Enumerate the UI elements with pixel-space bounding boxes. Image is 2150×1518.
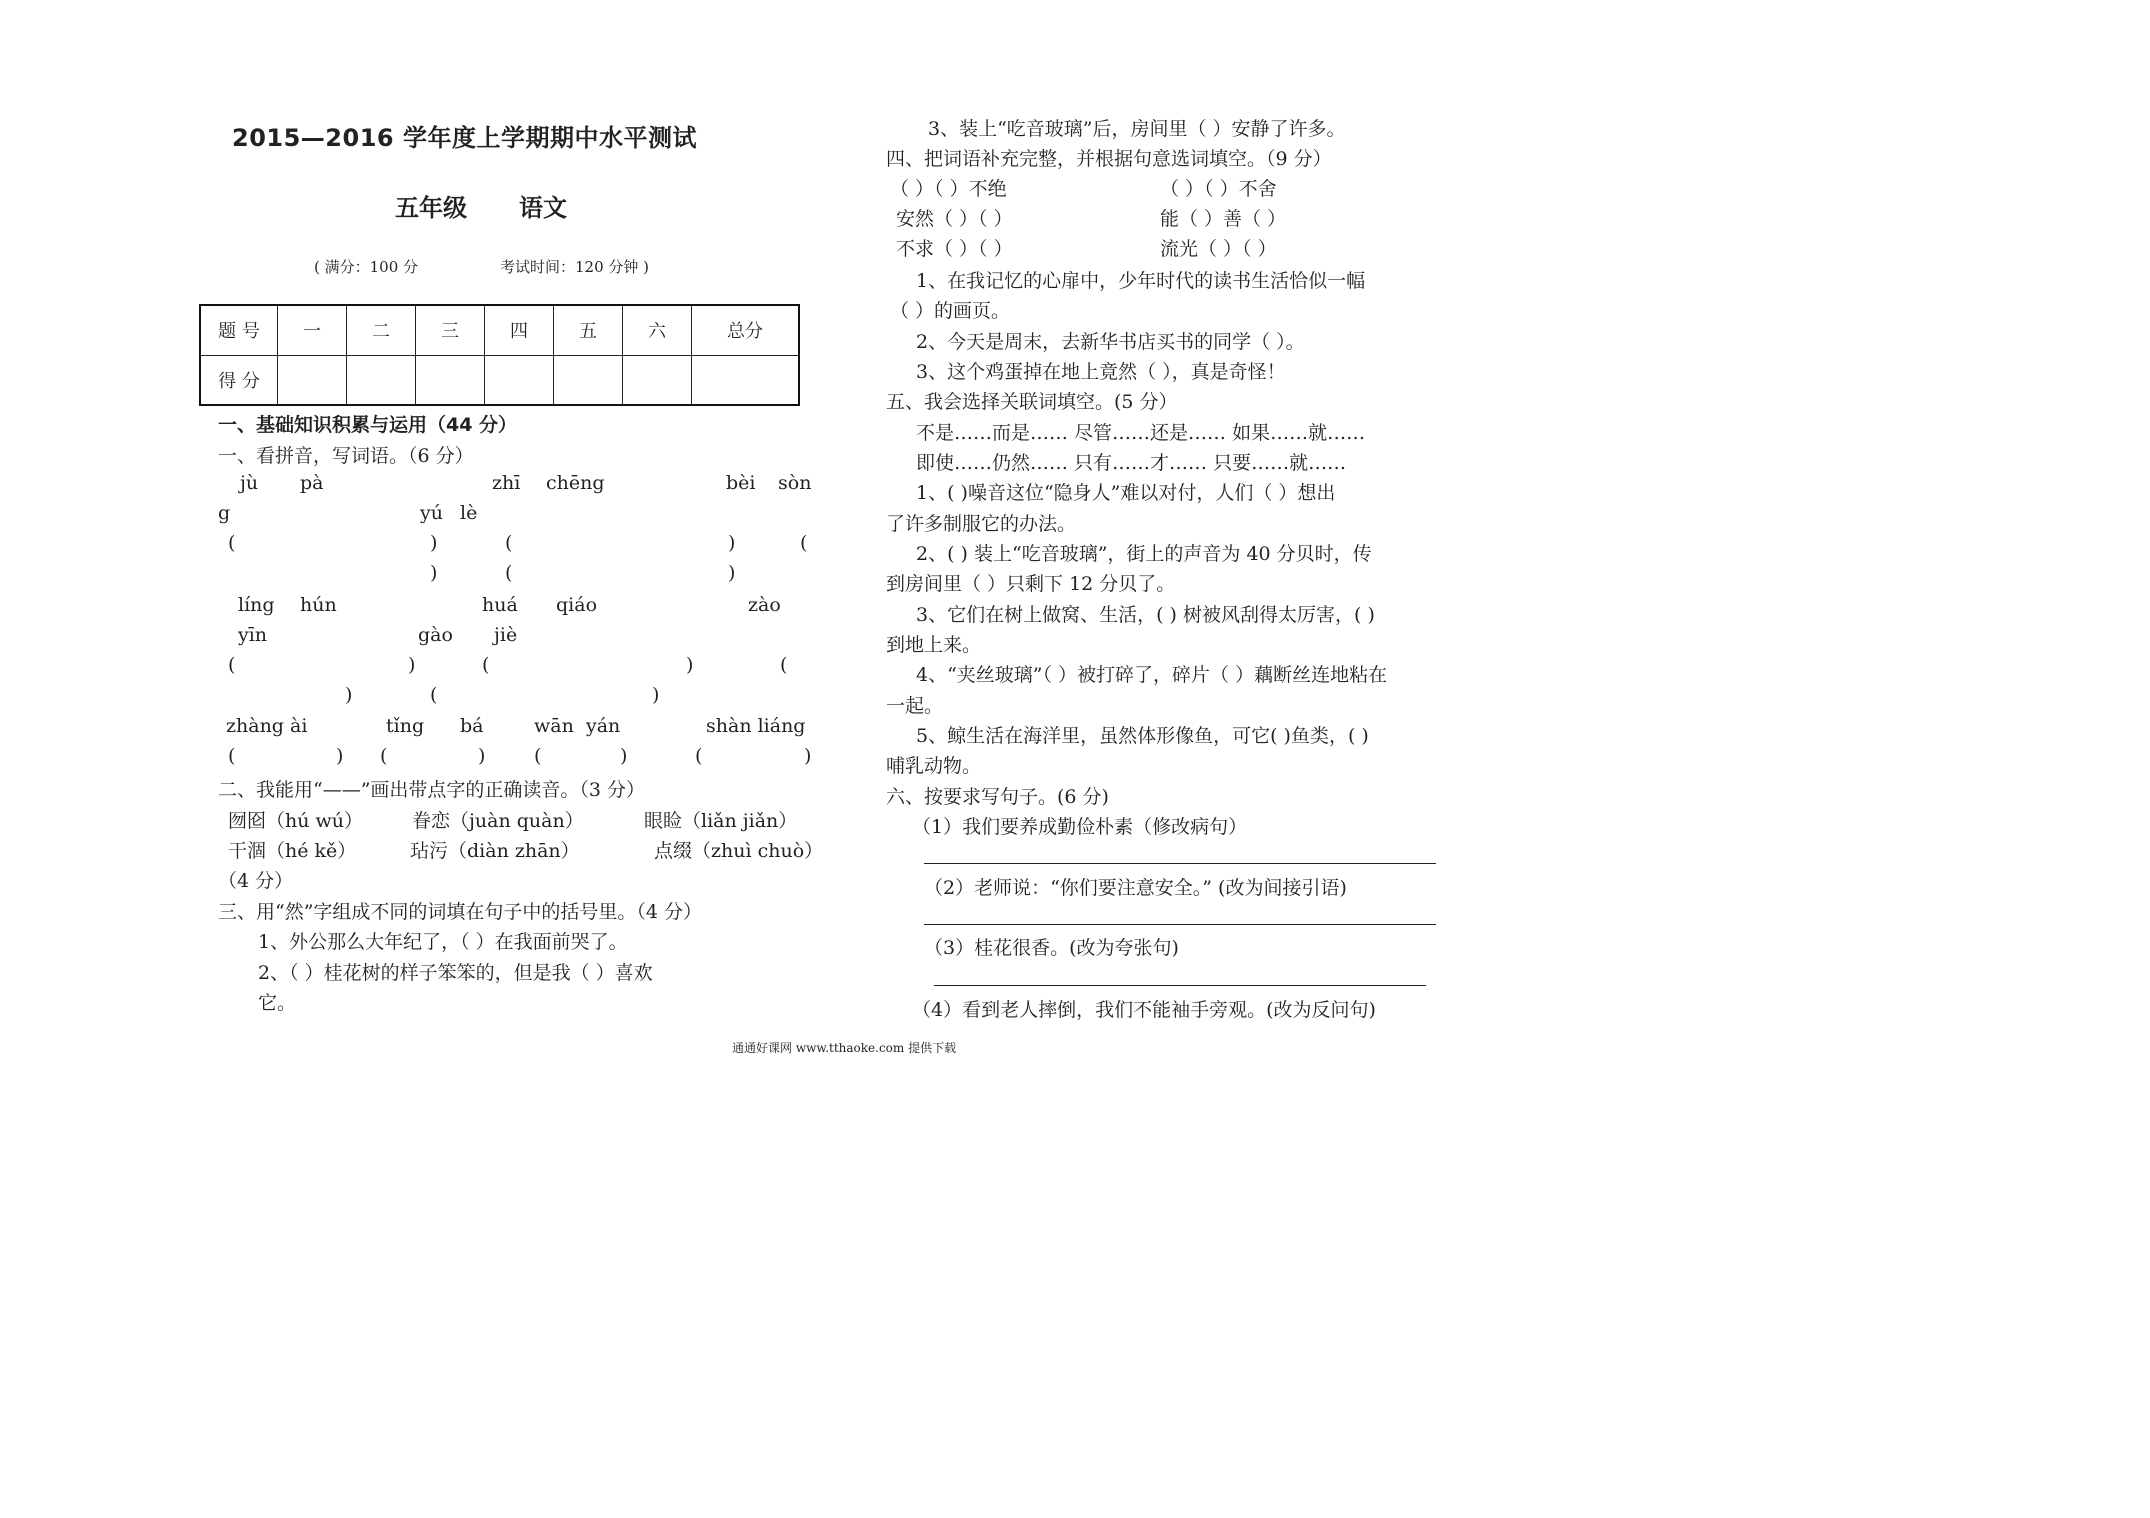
answer-bracket: ) — [430, 562, 438, 584]
answer-bracket: ( — [228, 654, 236, 676]
answer-bracket: ) — [430, 532, 438, 554]
rewrite-task: （3）桂花很香。(改为夸张句) — [924, 937, 1179, 959]
column-header: 二 — [347, 305, 416, 355]
answer-bracket: ( — [505, 562, 513, 584]
column-header: 三 — [416, 305, 485, 355]
pinyin: zào — [748, 594, 781, 616]
reading-choice[interactable]: 干涸（hé kě） — [228, 840, 357, 862]
pinyin: yú — [420, 502, 443, 524]
answer-bracket: ( — [505, 532, 513, 554]
pinyin: wān — [534, 715, 574, 737]
pinyin: bèi — [726, 472, 756, 494]
pinyin: g — [218, 502, 231, 524]
question-4-heading: 四、把词语补充完整，并根据句意选词填空。（9 分） — [886, 148, 1332, 170]
score-cell[interactable] — [554, 355, 623, 405]
subject-label: 语文 — [519, 194, 567, 222]
pinyin: gào — [418, 624, 453, 646]
word-blank: （ ）（ ）不绝 — [890, 178, 1007, 200]
answer-bracket: ( — [380, 745, 388, 767]
score-cell[interactable] — [347, 355, 416, 405]
pinyin: huá — [482, 594, 518, 616]
question-6-heading: 六、按要求写句子。(6 分) — [886, 786, 1109, 808]
answer-bracket: ) — [478, 745, 486, 767]
fill-sentence: 一起。 — [886, 695, 944, 717]
part1-heading: 一、基础知识积累与运用（44 分） — [218, 414, 518, 436]
fill-sentence: 了许多制服它的办法。 — [886, 513, 1077, 535]
score-cell[interactable] — [416, 355, 485, 405]
answer-line[interactable] — [924, 924, 1436, 925]
reading-choice[interactable]: 玷污（diàn zhān） — [410, 840, 580, 862]
score-cell[interactable] — [278, 355, 347, 405]
reading-choice[interactable]: 点缀（zhuì chuò） — [654, 840, 824, 862]
score-cell-total[interactable] — [692, 355, 800, 405]
answer-bracket: ) — [652, 684, 660, 706]
pinyin: jiè — [494, 624, 518, 646]
question-3-heading: 三、用“然”字组成不同的词填在句子中的括号里。（4 分） — [218, 901, 703, 923]
word-blank: （ ）（ ）不舍 — [1160, 178, 1277, 200]
column-header: 六 — [623, 305, 692, 355]
exam-time-info: 考试时间：120 分钟 ) — [500, 258, 650, 276]
pinyin: sòn — [778, 472, 812, 494]
column-header: 一 — [278, 305, 347, 355]
reading-choice[interactable]: 眷恋（juàn quàn） — [412, 810, 584, 832]
question-5-heading: 五、我会选择关联词填空。(5 分） — [886, 391, 1178, 413]
rewrite-task: （1）我们要养成勤俭朴素（修改病句） — [912, 816, 1248, 838]
score-note: （4 分） — [218, 870, 294, 892]
word-blank: 流光（ ）（ ） — [1160, 238, 1277, 260]
footer-source: 通通好课网 www.tthaoke.com 提供下载 — [732, 1041, 957, 1055]
pinyin: shàn liáng — [706, 715, 806, 737]
score-table — [199, 304, 800, 406]
conjunction-options: 不是……而是…… 尽管……还是…… 如果……就…… — [916, 422, 1366, 444]
answer-bracket: ( — [695, 745, 703, 767]
score-cell[interactable] — [485, 355, 554, 405]
fill-sentence: 5、鲸生活在海洋里，虽然体形像鱼，可它( )鱼类，( ) — [916, 725, 1369, 747]
fill-sentence: 到地上来。 — [886, 634, 982, 656]
question-1-heading: 一、看拼音，写词语。（6 分） — [218, 445, 474, 467]
answer-bracket: ( — [482, 654, 490, 676]
pinyin: yīn — [238, 624, 268, 646]
answer-bracket: ( — [780, 654, 788, 676]
pinyin: bá — [460, 715, 484, 737]
fill-sentence: 3、它们在树上做窝、生活，( ) 树被风刮得太厉害，( ) — [916, 604, 1375, 626]
answer-bracket: ( — [800, 532, 808, 554]
question-2-heading: 二、我能用“——”画出带点字的正确读音。（3 分） — [218, 779, 646, 801]
pinyin: pà — [300, 472, 324, 494]
fill-sentence: 它。 — [258, 992, 297, 1014]
answer-bracket: ( — [228, 745, 236, 767]
page-title: 2015—2016 学年度上学期期中水平测试 — [232, 124, 697, 152]
column-header: 五 — [554, 305, 623, 355]
grade-label: 五年级 — [395, 194, 467, 222]
pinyin: zhī — [492, 472, 521, 494]
word-blank: 安然（ ）（ ） — [896, 208, 1013, 230]
answer-bracket: ( — [534, 745, 542, 767]
fill-sentence: 1、外公那么大年纪了，（ ）在我面前哭了。 — [258, 931, 628, 953]
fill-sentence: （ ）的画页。 — [890, 300, 1011, 322]
pinyin: yán — [586, 715, 621, 737]
full-score-info: ( 满分：100 分 — [314, 258, 419, 276]
reading-choice[interactable]: 眼睑（liǎn jiǎn） — [644, 810, 798, 832]
word-blank: 不求（ ）（ ） — [896, 238, 1013, 260]
word-blank: 能（ ）善（ ） — [1160, 208, 1287, 230]
column-header-total: 总分 — [692, 305, 800, 355]
pinyin: hún — [300, 594, 337, 616]
reading-choice[interactable]: 囫囵（hú wú） — [228, 810, 364, 832]
rewrite-task: （2）老师说：“你们要注意安全。” (改为间接引语) — [924, 877, 1347, 899]
answer-bracket: ) — [728, 532, 736, 554]
conjunction-options: 即使……仍然…… 只有……才…… 只要……就…… — [916, 452, 1347, 474]
fill-sentence: 哺乳动物。 — [886, 755, 982, 777]
answer-bracket: ( — [430, 684, 438, 706]
answer-line[interactable] — [924, 863, 1436, 864]
pinyin: líng — [238, 594, 275, 616]
answer-bracket: ) — [728, 562, 736, 584]
pinyin: qiáo — [556, 594, 598, 616]
score-cell[interactable] — [623, 355, 692, 405]
fill-sentence: 2、今天是周末，去新华书店买书的同学（ ）。 — [916, 331, 1305, 353]
answer-bracket: ) — [336, 745, 344, 767]
pinyin: chēng — [546, 472, 605, 494]
answer-bracket: ) — [408, 654, 416, 676]
rewrite-task: （4）看到老人摔倒，我们不能袖手旁观。(改为反问句) — [912, 999, 1376, 1021]
pinyin: jù — [240, 472, 259, 494]
fill-sentence: 4、“夹丝玻璃”（ ）被打碎了，碎片（ ）藕断丝连地粘在 — [916, 664, 1388, 686]
column-header: 四 — [485, 305, 554, 355]
fill-sentence: 到房间里（ ）只剩下 12 分贝了。 — [886, 573, 1176, 595]
fill-sentence: 3、这个鸡蛋掉在地上竟然（ ），真是奇怪！ — [916, 361, 1286, 383]
fill-sentence: 2、（ ）桂花树的样子笨笨的，但是我（ ）喜欢 — [258, 962, 653, 984]
fill-sentence: 1、( )噪音这位“隐身人”难以对付，人们（ ）想出 — [916, 482, 1336, 504]
pinyin: zhàng ài — [226, 715, 308, 737]
row-label-question: 题 号 — [200, 305, 278, 355]
fill-sentence: 1、在我记忆的心扉中，少年时代的读书生活恰似一幅 — [916, 270, 1366, 292]
fill-sentence: 3、装上“吃音玻璃”后，房间里（ ）安静了许多。 — [928, 118, 1346, 140]
answer-bracket: ( — [228, 532, 236, 554]
answer-bracket: ) — [804, 745, 812, 767]
row-label-score: 得 分 — [200, 355, 278, 405]
answer-bracket: ) — [620, 745, 628, 767]
answer-line[interactable] — [934, 985, 1426, 986]
pinyin: tǐng — [386, 715, 425, 737]
fill-sentence: 2、( ) 装上“吃音玻璃”，街上的声音为 40 分贝时，传 — [916, 543, 1372, 565]
answer-bracket: ) — [686, 654, 694, 676]
pinyin: lè — [460, 502, 478, 524]
answer-bracket: ) — [345, 684, 353, 706]
